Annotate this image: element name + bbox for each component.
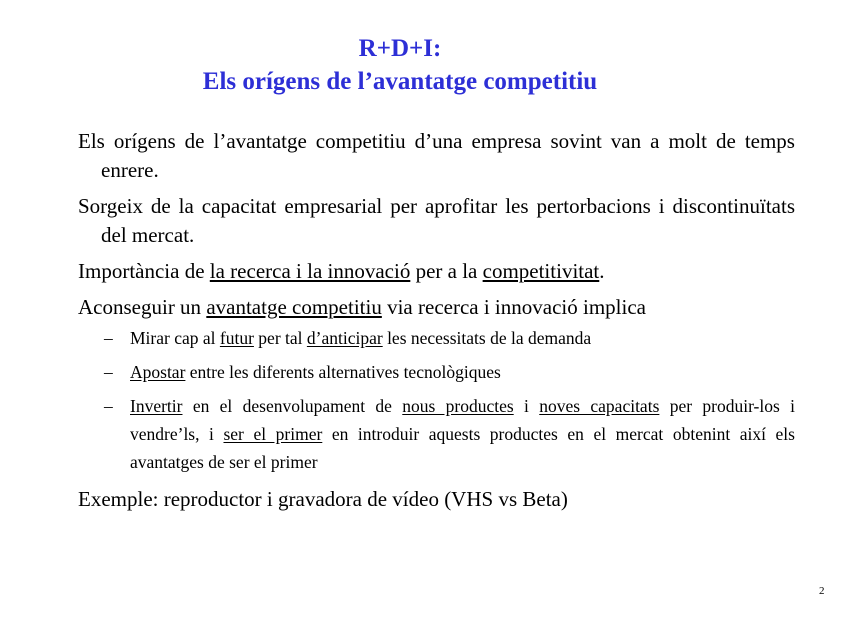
text: en introduir aquests productes en el mercat obtenint així els avantatges de ser el primer — [130, 424, 795, 472]
slide-title-line-1: R+D+I: — [358, 35, 442, 62]
bullet-apostar — [78, 358, 795, 386]
text: . — [599, 259, 605, 283]
dash-bullet: – — [104, 396, 113, 416]
text-vendrels: vendre’ls — [130, 424, 196, 444]
text: Importància de — [78, 259, 210, 283]
underlined-noves-capacitats: noves capacitats — [539, 396, 660, 416]
dash-bullet: – — [104, 328, 113, 348]
text: competitiu — [306, 129, 415, 153]
paragraph-importancia — [78, 257, 795, 286]
text: Els orígens de — [78, 129, 214, 153]
slide-body — [78, 127, 795, 521]
underlined-apostar: Apostar — [130, 362, 186, 382]
underlined-competitivitat: competitivitat — [482, 259, 600, 283]
dash-bullet: – — [104, 362, 113, 382]
text: per tal — [253, 328, 307, 348]
underlined-anticipar: d’anticipar — [306, 328, 383, 348]
text: per produir-los i — [659, 396, 795, 416]
page-number: 2 — [819, 585, 825, 597]
underlined-invertir: Invertir — [130, 396, 183, 416]
text: per a la — [410, 259, 483, 283]
underlined-ser-el-primer: ser el primer — [223, 424, 323, 444]
text-avantatge: l’avantatge — [213, 129, 307, 153]
text: Mirar cap al — [130, 328, 220, 348]
paragraph-sorgeix: Sorgeix de la capacitat empresarial per aprofitar les pertorbacions i discontinuïtats del mercat. — [78, 194, 795, 247]
text: les necessitats de la demanda — [382, 328, 592, 348]
text: , i — [195, 424, 224, 444]
underlined-futur: futur — [219, 328, 254, 348]
text: en el desenvolupament de — [182, 396, 403, 416]
text: entre les diferents alternatives tecnològiques — [185, 362, 501, 382]
paragraph-origins — [78, 127, 795, 185]
paragraph-exemple: Exemple: reproductor i gravadora de vídeo (VHS vs Beta) — [78, 487, 568, 511]
bullet-mirar — [78, 324, 795, 352]
text: Aconseguir un — [78, 295, 207, 319]
text: i — [513, 396, 540, 416]
underlined-nous-productes: nous productes — [402, 396, 514, 416]
underlined-recerca-innovacio: la recerca i la innovació — [209, 259, 411, 283]
text: via recerca i innovació implica — [381, 295, 646, 319]
text-duna: d’una — [414, 129, 463, 153]
underlined-avantatge-competitiu: avantatge competitiu — [206, 295, 382, 319]
paragraph-aconseguir — [78, 293, 795, 322]
slide-title-line-2: Els orígens de l’avantatge competitiu — [202, 68, 598, 95]
text: empresa sovint van a molt de temps enrere. — [101, 129, 795, 182]
bullet-invertir — [78, 392, 795, 476]
